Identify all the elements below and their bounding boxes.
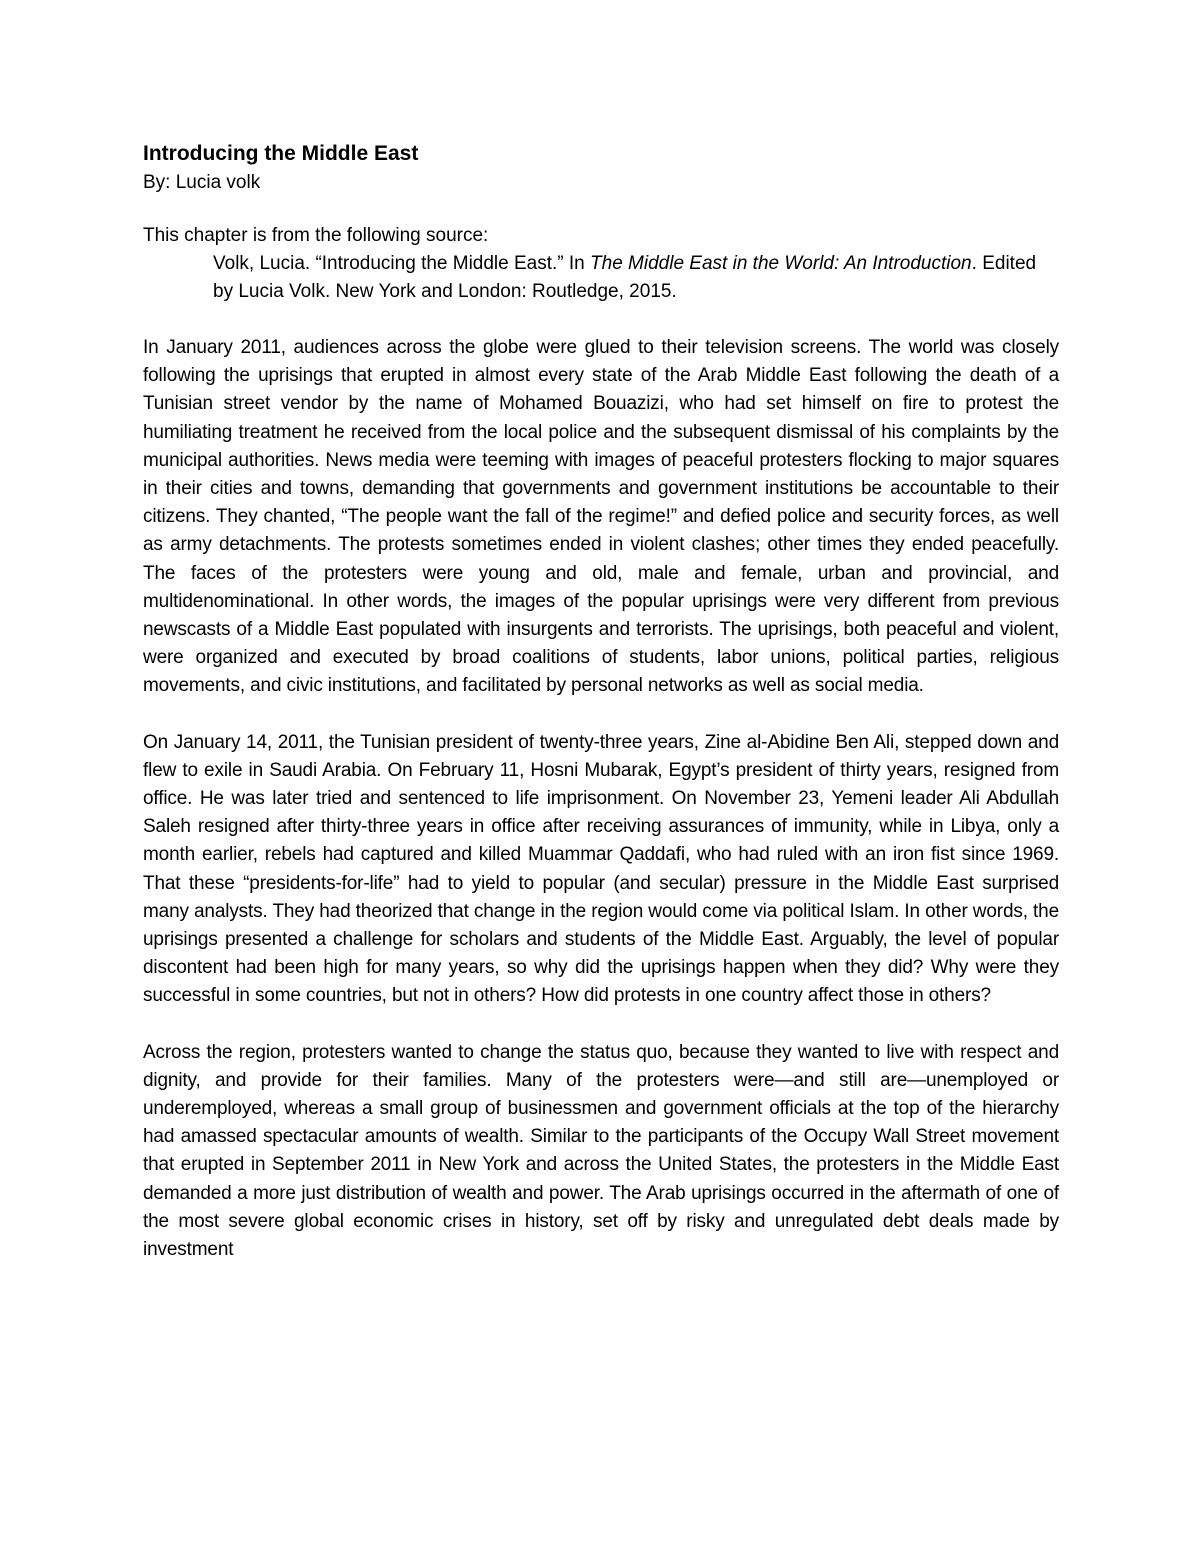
- document-page: [143, 140, 1059, 1264]
- author-byline: By: Lucia volk: [143, 172, 261, 193]
- citation-book-title: The Middle East in the World: An Introduction: [590, 253, 972, 274]
- citation-text-end: . Edited by Lucia Volk. New York and London: Routledge, 2015.: [213, 253, 1037, 302]
- document-title: Introducing the Middle East: [143, 142, 419, 165]
- body-paragraph-3: Across the region, protesters wanted to change the status quo, because they wanted to live with respect and dignity, and provide for their families. Many of the protesters were—and still are—unemployed or underemployed, whereas a small group of businessmen and government officials at the top of the hierarchy had amassed spectacular amounts of wealth. Similar to the participants of the Occupy Wall Street movement that erupted in September 2011 in New York and across the United States, the protesters in the Middle East demanded a more just distribution of wealth and power. The Arab uprisings occurred in the aftermath of one of the most severe global economic crises in history, set off by risky and unregulated debt deals made by investment: [143, 1041, 1059, 1261]
- body-paragraph-1: In January 2011, audiences across the globe were glued to their television screens. The world was closely following the uprisings that erupted in almost every state of the Arab Middle East following the death of a Tunisian street vendor by the name of Mohamed Bouazizi, who had set himself on fire to protest the humiliating treatment he received from the local police and the subsequent dismissal of his complaints by the municipal authorities. News media were teeming with images of peaceful protesters flocking to major squares in their cities and towns, demanding that governments and government institutions be accountable to their citizens. They chanted, “The people want the fall of the regime!” and defied police and security forces, as well as army detachments. The protests sometimes ended in violent clashes; other times they ended peacefully. The faces of the protesters were young and old, male and female, urban and provincial, and multidenominational. In other words, the images of the popular uprisings were very different from previous newscasts of a Middle East populated with insurgents and terrorists. The uprisings, both peaceful and violent, were organized and executed by broad coalitions of students, labor unions, political parties, religious movements, and civic institutions, and facilitated by personal networks as well as social media.: [143, 337, 1059, 697]
- citation-text-start: Volk, Lucia. “Introducing the Middle East.” In: [213, 253, 591, 274]
- source-citation: [213, 250, 1059, 306]
- source-intro: This chapter is from the following source:: [143, 225, 489, 246]
- body-paragraph-2: On January 14, 2011, the Tunisian president of twenty-three years, Zine al-Abidine Ben Ali, stepped down and flew to exile in Saudi Arabia. On February 11, Hosni Mubarak, Egypt’s president of thirty years, resigned from office. He was later tried and sentenced to life imprisonment. On November 23, Yemeni leader Ali Abdullah Saleh resigned after thirty-three years in office after receiving assurances of immunity, while in Libya, only a month earlier, rebels had captured and killed Muammar Qaddafi, who had ruled with an iron fist since 1969. That these “presidents-for-life” had to yield to popular (and secular) pressure in the Middle East surprised many analysts. They had theorized that change in the region would come via political Islam. In other words, the uprisings presented a challenge for scholars and students of the Middle East. Arguably, the level of popular discontent had been high for many years, so why did the uprisings happen when they did? Why were they successful in some countries, but not in others? How did protests in one country affect those in others?: [143, 731, 1059, 1007]
